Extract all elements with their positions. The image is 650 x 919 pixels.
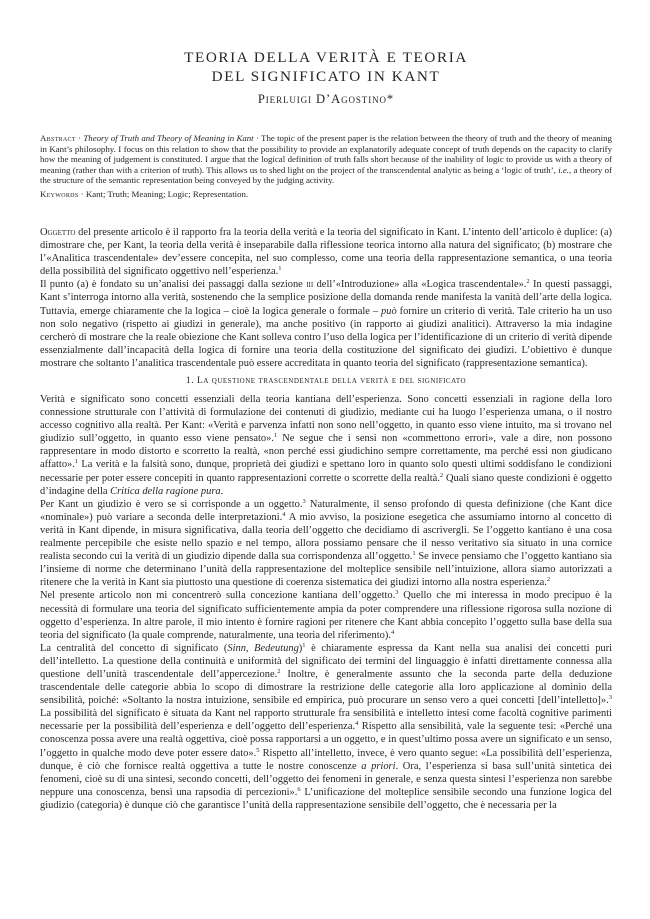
- s1-p4-text-d: Inoltre, è generalmente assunto che la seconda parte della deduzione trascendentale delle categorie abbia lo scopo di dimostrare la restrizione delle categorie alla loro applicazione al dominio della sensibilità, poiché: «Soltanto la nostra intuizione, sensibile ed empirica, può procurare un senso vero a quei concetti [dell’intelletto]».: [40, 668, 612, 707]
- footnote-ref: 4: [282, 510, 286, 518]
- keywords-label: Keywords: [40, 188, 79, 199]
- footnote-ref: 3: [608, 694, 612, 702]
- intro-p2-text-b: dell’«Introduzione» alla «Logica trascendentale».: [313, 279, 527, 291]
- abstract-english-title: Theory of Truth and Theory of Meaning in Kant: [83, 133, 254, 143]
- s1-p1-text-a: Verità e significato sono concetti essenziali della teoria kantiana dell’esperienza. Sono concetti essenziali in ragione della loro connessione strutturale con l’attività di formulazione dei contenuti di giudizio, mediante cui ha luogo l’esperienza umana, o il nostro accesso cognitivo alla realtà. Per Kant: «Verità e parvenza infatti non sono nell’oggetto, in quanto esso viene intuito, ma si trovano nel giudizio sull’oggetto, in quanto esso viene pensato».: [40, 394, 612, 445]
- section1-paragraph-3: [40, 589, 612, 641]
- s1-p1-text-d: Quali siano queste condizioni è oggetto d’indagine della: [40, 472, 612, 497]
- abstract: [40, 133, 612, 186]
- s1-p4-text-i: L’unificazione del molteplice sensibile secondo una funzione logica del giudizio (categoria) è dunque ciò che garantisce l’unità della rappresentazione sensibile dell’oggetto, che è necessaria per la: [40, 786, 612, 811]
- intro-paragraph-1: [40, 226, 612, 278]
- footnote-ref: 6: [297, 785, 301, 793]
- book-title: Critica della ragione pura: [110, 485, 221, 497]
- article-author: [40, 92, 612, 107]
- footnote-ref: 1: [278, 265, 282, 273]
- section1-paragraph-4: [40, 642, 612, 812]
- abstract-sep: ·: [75, 133, 84, 143]
- a-priori-term: a priori: [361, 760, 396, 772]
- intro-paragraph-2: [40, 278, 612, 370]
- s1-p3-text-a: Nel presente articolo non mi concentrerò sulla concezione kantiana dell’oggetto.: [40, 590, 396, 602]
- abstract-label: Abstract: [40, 133, 76, 143]
- article-page: [40, 48, 612, 812]
- footnote-ref: 3: [302, 497, 306, 505]
- footnote-ref: 2: [439, 471, 444, 479]
- footnote-ref: 5: [256, 746, 260, 754]
- s1-p4-text-a: La centralità del concetto di significato (: [40, 642, 228, 654]
- intro-p2-puo: può: [381, 305, 397, 317]
- intro-p2-text-d: fornire un criterio di verità. Tale criterio ha un uso non solo negativo (rispetto ai giudizi in generale), ma anche positivo (in rapporto ai giudizi analitici). Attraverso la mia indagine cercherò di mostrare che la reale obiezione che Kant solleva contro l’uso della logica per l’identificazione di un criterio di verità dipende essenzialmente dall’incapacità della logica di fornire una teoria della costituzione del significato dei giudizi. L’obiettivo è dunque mostrare che soltanto l’analitica trascendentale può essere accreditata in quanto teoria del significato (rappresentazione semantica).: [40, 305, 612, 369]
- article-title: [40, 48, 612, 86]
- footnote-ref: 3: [395, 589, 399, 597]
- footnote-ref: 2: [546, 576, 551, 584]
- author-name: Pierluigi D’Agostino: [257, 92, 387, 106]
- intro-p2-text-a: Il punto (a) è fondato su un’analisi dei passaggi dalla sezione: [40, 279, 307, 291]
- article-body: [40, 226, 612, 812]
- footnote-ref: 2: [277, 667, 281, 675]
- keywords-text: · Kant; Truth; Meaning; Logic; Representation.: [78, 188, 249, 199]
- s1-p1-text-e: .: [220, 485, 224, 497]
- s1-p4-text-c: è chiaramente espressa da Kant nella sua analisi dei concetti puri dell’intelletto. La questione della continuità e uniformità del significato dei termini del linguaggio è infatti direttamente connessa alla questione dell’unità trascendentale dell’appercezione.: [40, 642, 613, 680]
- section1-paragraph-2: [40, 498, 612, 590]
- s1-p1-text-c: La verità e la falsità sono, dunque, proprietà dei giudizi e spettano loro in quanto solo questi ultimi soddisfano le condizioni necessarie per poter essere concepiti in quanto rappresentazioni corrette o scorrette della realtà.: [40, 459, 612, 484]
- keywords: [40, 189, 612, 200]
- sinn-bedeutung-terms: Sinn, Bedeutung: [227, 642, 299, 654]
- s1-p4-text-b: ): [298, 642, 303, 654]
- s1-p4-text-f: Rispetto alla sensibilità, vale la seguente tesi: «Perché una conoscenza possa avere una realtà oggettiva, cioè possa rapportarsi a un oggetto, e in quest’ultimo possa avere un significato e un senso, l’oggetto in qualche modo deve poter essere dato».: [40, 721, 612, 759]
- title-line-1: TEORIA DELLA VERITÀ E TEORIA: [184, 49, 468, 66]
- author-footnote-mark: *: [386, 92, 395, 106]
- section1-paragraph-1: [40, 393, 612, 498]
- intro-p1-text: del presente articolo è il rapporto fra la teoria della verità e la teoria del significato in Kant. L’intento dell’articolo è duplice: (a) dimostrare che, per Kant, la teoria della verità è inseparabile dalla riflessione teorica intorno alla natura del significato; (b) mostrare che l’«Analitica trascendentale» dev’essere concepita, nel suo complesso, come una teoria della rappresentazione semantica, o una teoria della possibilità del significato oggettivo nell’esperienza.: [40, 226, 612, 278]
- title-line-2: DEL SIGNIFICATO IN KANT: [211, 68, 441, 85]
- footnote-ref: 4: [390, 628, 395, 636]
- intro-lead-word: Oggetto: [40, 226, 76, 238]
- footnote-ref: 4: [355, 720, 359, 728]
- s1-p2-text-a: Per Kant un giudizio è vero se si corrisponde a un oggetto.: [40, 498, 303, 510]
- intro-p2-roman: iii: [306, 279, 314, 291]
- s1-p2-text-d: Se invece pensiamo che l’oggetto kantiano sia l’insieme di norme che determinano l’unità della rappresentazione del molteplice sensibile nell’intuizione, allora siamo autorizzati a ritenere che la verità in Kant sia piuttosto una questione di coerenza sistematica dei giudizi intorno alla nostra esperienza.: [40, 551, 612, 589]
- s1-p1-text-b: Ne segue che i sensi non «commettono errori», vale a dire, non possono rappresentare in modo distorto e scorretto la realtà, «non perché essi giudichino sempre correttamente, ma perché essi non giudicano affatto».: [40, 433, 613, 471]
- intro-p2-text-c: In questi passaggi, Kant s’interroga intorno alla verità, sostenendo che la semplice posizione della domanda rende manifesta la vanità dell’arte della logica. Tuttavia, emerge chiaramente che la logica – cioè la logica generale o formale –: [40, 279, 613, 317]
- footnote-ref: 1: [302, 641, 306, 649]
- s1-p2-text-c: A mio avviso, la posizione esegetica che assumiamo intorno al concetto di verità in Kant dipende, in misura significativa, dalla teoria dell’oggetto che decidiamo di ascrivergli. Se l’oggetto kantiano è una cosa realmente percepibile che esiste nello spazio e nel tempo, allora possiamo pensare che il nesso veritativo sia situato in una cornice realista secondo cui la verità di un giudizio dipende dalla sua corrispondenza all’oggetto.: [40, 511, 612, 563]
- abstract-ie: i.e.: [558, 164, 569, 175]
- footnote-ref: 1: [273, 432, 278, 440]
- s1-p3-text-b: Quello che mi interessa in modo precipuo è la necessità di formulare una teoria del significato sufficientemente ampia da poter comprendere una riflessione rigorosa sulla nozione di oggetto d’esperienza. In altre parole, il mio intento è fornire ragioni per ritenere che Kant abbia concepito l’oggetto sulla base della sua teoria del significato (la quale comprende, naturalmente, una teoria del riferimento).: [40, 590, 612, 641]
- footnote-ref: 1: [412, 550, 416, 558]
- s1-p2-text-b: Naturalmente, il senso profondo di questa definizione (che Kant dice «nominale») può variare a seconda delle interpretazioni.: [40, 498, 612, 523]
- s1-p4-text-g: Rispetto all’intelletto, invece, è vero quanto segue: «La possibilità dell’esperienza, dunque, è ciò che fornisce realtà oggettiva a tutte le nostre conoscenze: [40, 747, 612, 772]
- s1-p4-text-h: . Ora, l’esperienza si basa sull’unità sintetica dei fenomeni, cioè su di una sintesi, secondo concetti, dell’oggetto dei fenomeni in generale, e senza questa sintesi l’esperienza non sarebbe neppure una conoscenza, bensì una rapsodia di percezioni».: [40, 760, 612, 798]
- footnote-ref: 1: [74, 458, 79, 466]
- abstract-text: · The topic of the present paper is the relation between the theory of truth and the theory of meaning in Kant’s philosophy. I focus on this relation to show that the possibility to provide an explanatorily adequate concept of truth depends on the capacity to clarify how the meaning of judgement is constituted. I argue that the logical definition of truth falls short because of the inability of logic to provide us with a theory of meaning (rather than with a criterion of truth). This allows us to shed light on the project of the transcendental analytic as being a ‘logic of truth’,: [40, 133, 612, 175]
- s1-p4-text-e: La possibilità del significato è situata da Kant nel rapporto strutturale fra sensibilità e intelletto intesi come facoltà cognitive parimenti necessarie per la possibilità dell’esperienza e dell’oggetto dell’esperienza.: [40, 708, 612, 733]
- abstract-text-end: , a theory of the structure of the semantic representation being conveyed by the judging activity.: [40, 164, 612, 186]
- section-heading-1: 1. La questione trascendentale della verità e del significato: [185, 375, 467, 386]
- footnote-ref: 2: [526, 278, 530, 286]
